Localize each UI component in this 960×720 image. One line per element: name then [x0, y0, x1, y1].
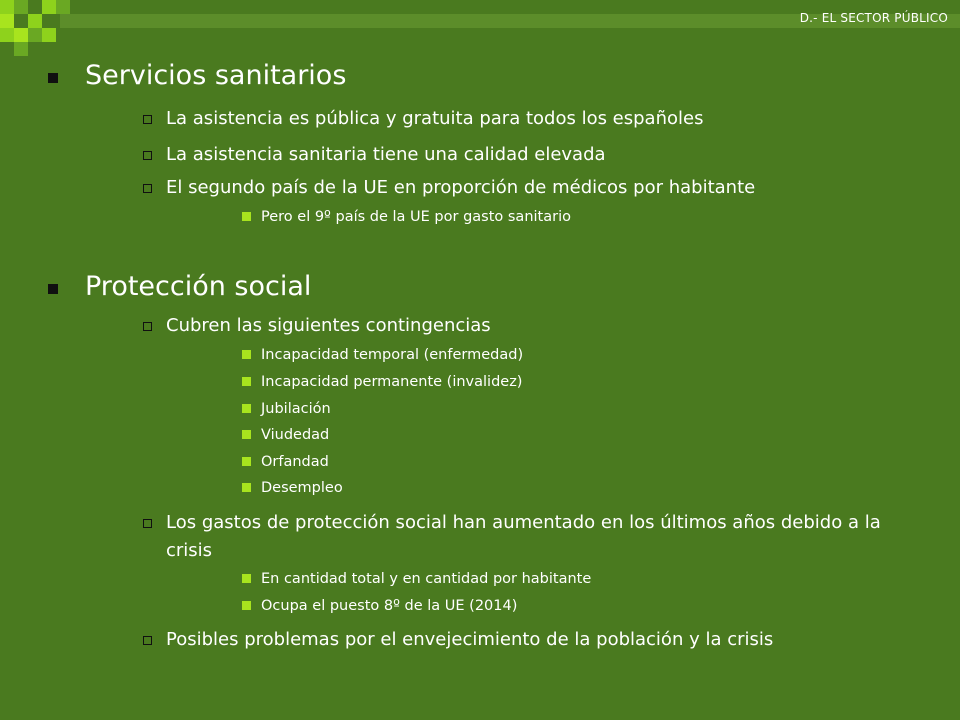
- square-bullet-icon: [48, 73, 58, 83]
- hollow-square-bullet-icon: [143, 115, 152, 124]
- filled-square-bullet-icon: [242, 574, 251, 583]
- list-item: La asistencia sanitaria tiene una calidad elevada: [166, 141, 926, 169]
- section-heading-proteccion: Protección social: [85, 271, 311, 303]
- hollow-square-bullet-icon: [143, 636, 152, 645]
- sub-list-item: Orfandad: [261, 452, 329, 472]
- list-item: Posibles problemas por el envejecimiento de la población y la crisis: [166, 626, 926, 654]
- sub-list-item: Incapacidad permanente (invalidez): [261, 372, 522, 392]
- sub-list-item: Viudedad: [261, 425, 329, 445]
- filled-square-bullet-icon: [242, 377, 251, 386]
- sub-list-item: Jubilación: [261, 399, 331, 419]
- filled-square-bullet-icon: [242, 430, 251, 439]
- list-item: Los gastos de protección social han aumentado en los últimos años debido a la crisis: [166, 509, 926, 565]
- filled-square-bullet-icon: [242, 212, 251, 221]
- filled-square-bullet-icon: [242, 404, 251, 413]
- list-item: Cubren las siguientes contingencias: [166, 312, 926, 340]
- hollow-square-bullet-icon: [143, 519, 152, 528]
- hollow-square-bullet-icon: [143, 184, 152, 193]
- section-heading-servicios: Servicios sanitarios: [85, 60, 346, 92]
- sub-list-item: En cantidad total y en cantidad por habitante: [261, 569, 591, 589]
- square-bullet-icon: [48, 284, 58, 294]
- filled-square-bullet-icon: [242, 601, 251, 610]
- filled-square-bullet-icon: [242, 483, 251, 492]
- list-item: El segundo país de la UE en proporción de médicos por habitante: [166, 174, 926, 202]
- slide-header-title: D.- EL SECTOR PÚBLICO: [799, 11, 948, 25]
- sub-list-item: Pero el 9º país de la UE por gasto sanitario: [261, 207, 571, 227]
- sub-list-item: Ocupa el puesto 8º de la UE (2014): [261, 596, 517, 616]
- sub-list-item: Incapacidad temporal (enfermedad): [261, 345, 523, 365]
- corner-decoration: [0, 0, 80, 60]
- filled-square-bullet-icon: [242, 457, 251, 466]
- list-item: La asistencia es pública y gratuita para todos los españoles: [166, 105, 926, 133]
- sub-list-item: Desempleo: [261, 478, 343, 498]
- filled-square-bullet-icon: [242, 350, 251, 359]
- hollow-square-bullet-icon: [143, 151, 152, 160]
- hollow-square-bullet-icon: [143, 322, 152, 331]
